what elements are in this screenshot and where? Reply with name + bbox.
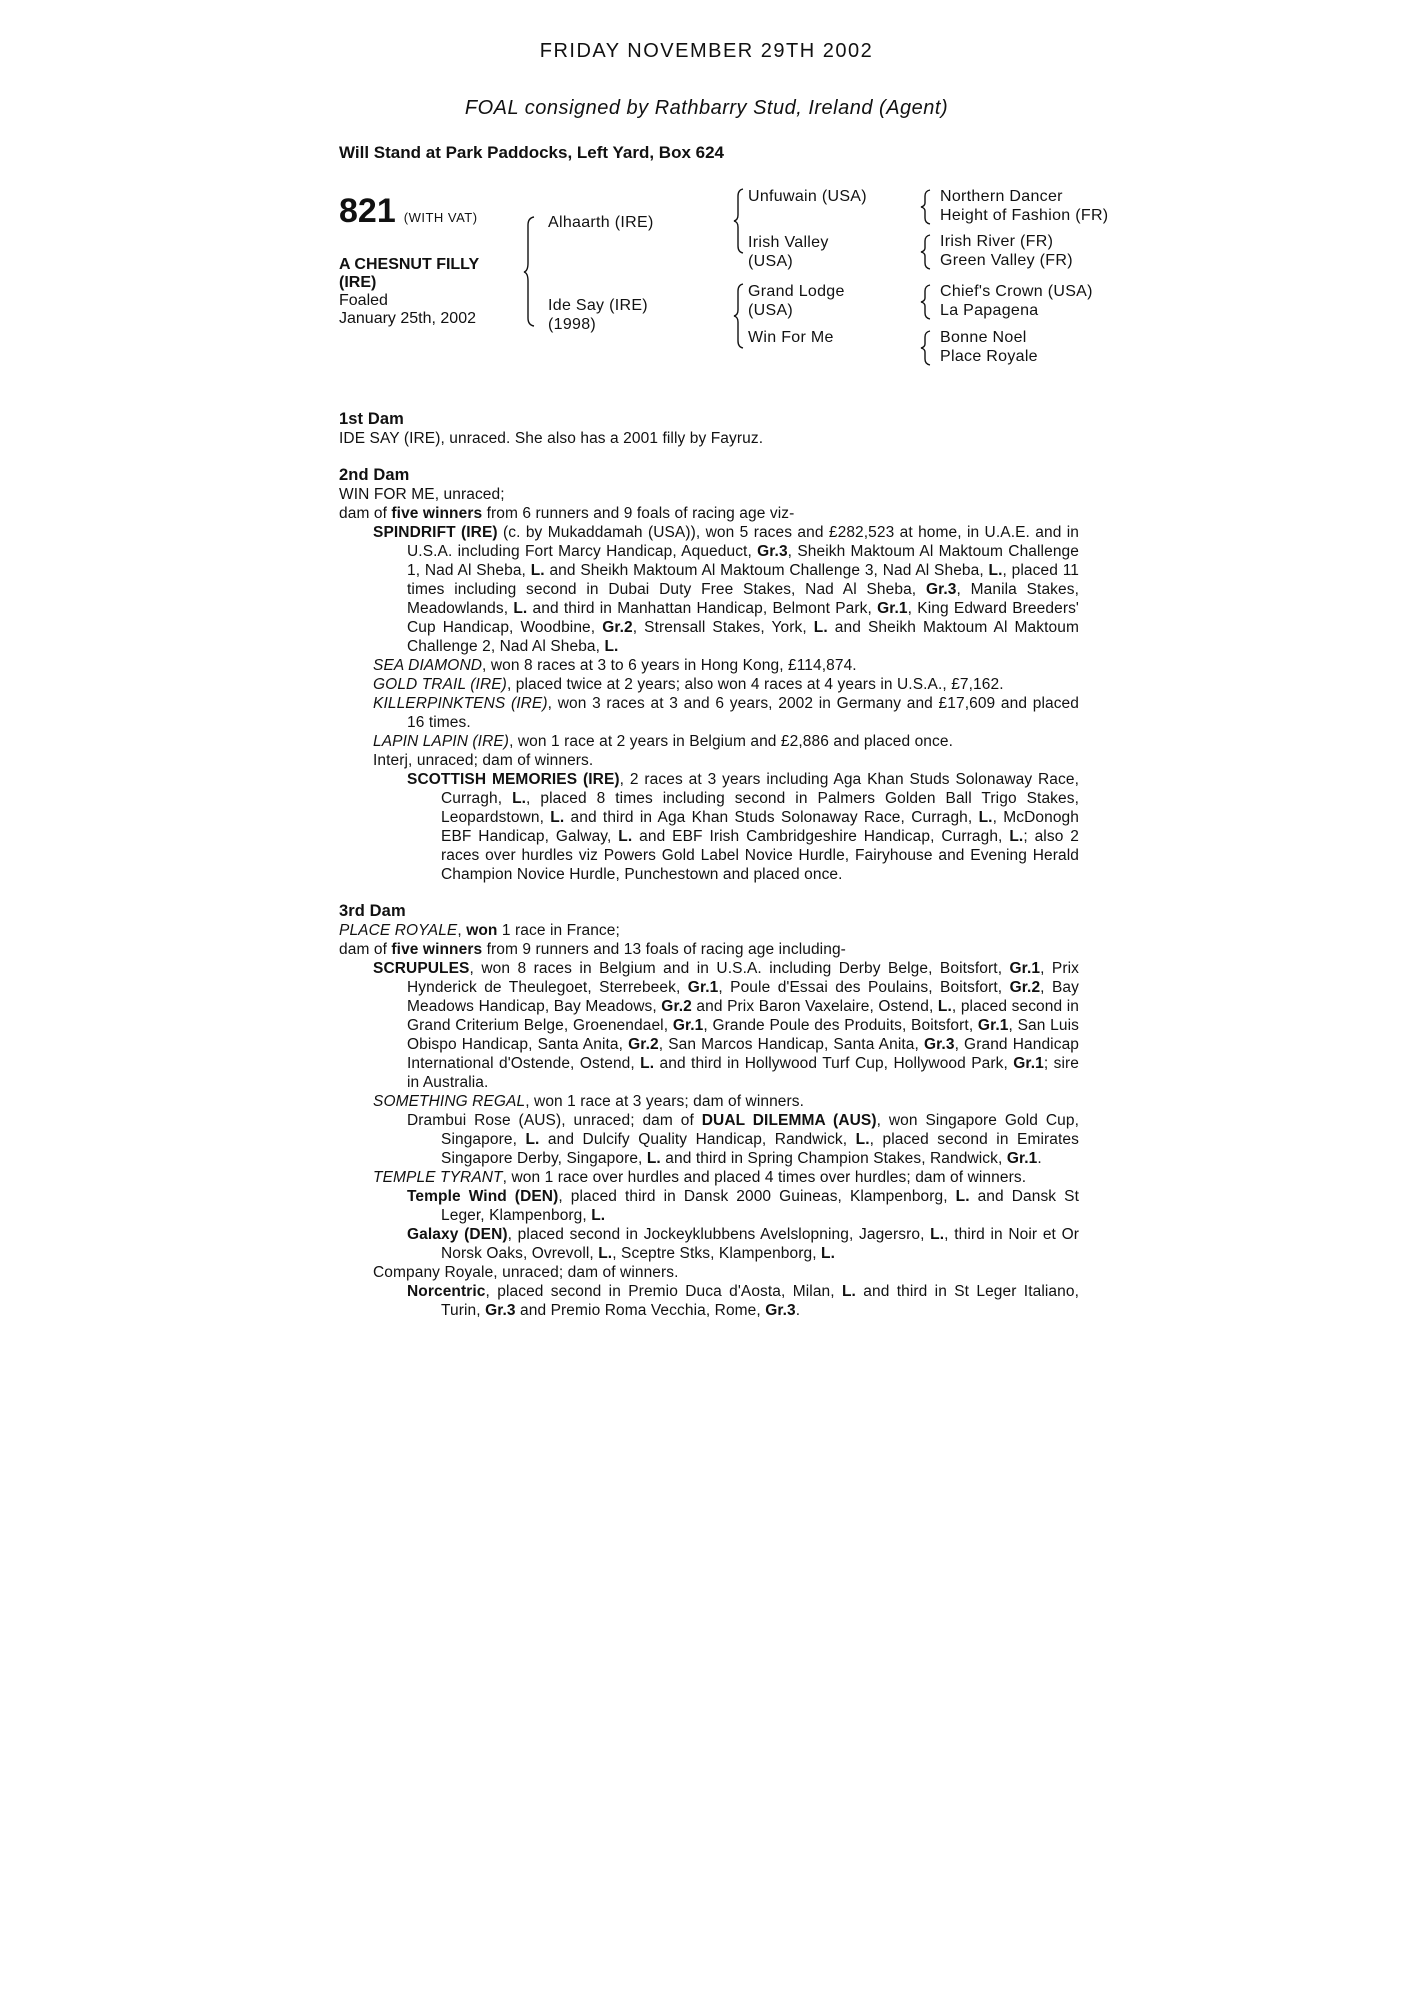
foaled-date: January 25th, 2002 — [339, 310, 476, 327]
pedigree-dam-line2: (1998) — [548, 316, 597, 333]
pedigree-ssd: Height of Fashion (FR) — [940, 207, 1109, 224]
pedigree-dds: Bonne Noel — [940, 329, 1027, 346]
pedigree-sdd: Green Valley (FR) — [940, 252, 1073, 269]
third-dam-dam-of: dam of five winners from 9 runners and 13 foals of racing age including- — [339, 941, 846, 958]
pedigree-bracket-sd — [920, 234, 934, 270]
entry-something-regal: SOMETHING REGAL, won 1 race at 3 years; dam of winners. — [373, 1093, 805, 1110]
second-dam-heading: 2nd Dam — [339, 466, 410, 484]
pedigree-sire-sire: Unfuwain (USA) — [748, 188, 867, 205]
pedigree-sire: Alhaarth (IRE) — [548, 214, 654, 231]
pedigree-dam-sire — [748, 282, 845, 320]
pedigree-bracket-dam — [733, 282, 749, 350]
horse-description — [339, 256, 524, 328]
first-dam-heading: 1st Dam — [339, 410, 404, 428]
pedigree-ds-pair — [940, 282, 1093, 320]
lot-number-block — [339, 192, 478, 231]
pedigree-dam-line1: Ide Say (IRE) — [548, 297, 648, 314]
entry-sea-diamond: SEA DIAMOND, won 8 races at 3 to 6 years in Hong Kong, £114,874. — [373, 657, 857, 674]
entry-temple-tyrant: TEMPLE TYRANT, won 1 race over hurdles and placed 4 times over hurdles; dam of winners. — [373, 1169, 1027, 1186]
foaled-label: Foaled — [339, 292, 388, 309]
entry-scrupules: SCRUPULES, won 8 races in Belgium and in U.S.A. including Derby Belge, Boitsfort, Gr.1, Prix Hynderick de Theulegoet, Sterrebeek, Gr.1, Poule d'Essai des Poulains, Boitsfort, Gr.2, Bay Meadows Handicap, Bay Meadows, Gr.2 and Prix Baron Vaxelaire, Ostend, L., placed second in Grand Criterium Belge, Groenendael, Gr.1, Grande Poule des Produits, Boitsfort, Gr.1, San Luis Obispo Handicap, Santa Anita, Gr.2, San Marcos Handicap, Santa Anita, Gr.3, Grand Handicap International d'Ostende, Ostend, L. and third in Hollywood Turf Cup, Hollywood Park, Gr.1; sire in Australia. — [373, 960, 1080, 1091]
sale-date: FRIDAY NOVEMBER 29TH 2002 — [539, 40, 874, 62]
horse-name-line2: (IRE) — [339, 274, 377, 291]
pedigree-dss: Chief's Crown (USA) — [940, 283, 1093, 300]
entry-scottish-memories: SCOTTISH MEMORIES (IRE), 2 races at 3 years including Aga Khan Studs Solonaway Race, Curragh, L., placed 8 times including second in Palmers Golden Ball Trigo Stakes, Leopardstown, L. and third in Aga Khan Studs Solonaway Race, Curragh, L., McDonogh EBF Handicap, Galway, L. and EBF Irish Cambridgeshire Handicap, Curragh, L.; also 2 races over hurdles viz Powers Gold Label Novice Hurdle, Fairyhouse and Evening Herald Champion Novice Hurdle, Punchestown and placed once. — [407, 771, 1080, 883]
entry-interj: Interj, unraced; dam of winners. — [373, 752, 594, 769]
pedigree-bracket-dd — [920, 330, 934, 366]
pedigree-dam-sire-line1: Grand Lodge — [748, 283, 845, 300]
pedigree-bracket-main — [524, 215, 544, 330]
entry-lapin-lapin: LAPIN LAPIN (IRE), won 1 race at 2 years in Belgium and £2,886 and placed once. — [373, 733, 954, 750]
lot-number: 821 — [339, 192, 396, 230]
consignor-line: FOAL consigned by Rathbarry Stud, Ireland (Agent) — [464, 97, 949, 119]
entry-drambui-rose: Drambui Rose (AUS), unraced; dam of DUAL DILEMMA (AUS), won Singapore Gold Cup, Singapore, L. and Dulcify Quality Handicap, Randwick, L., placed second in Emirates Singapore Derby, Singapore, L. and third in Spring Champion Stakes, Randwick, Gr.1. — [407, 1112, 1080, 1167]
entry-spindrift: SPINDRIFT (IRE) (c. by Mukaddamah (USA)), won 5 races and £282,523 at home, in U.A.E. and in U.S.A. including Fort Marcy Handicap, Aqueduct, Gr.3, Sheikh Maktoum Al Maktoum Challenge 1, Nad Al Sheba, L. and Sheikh Maktoum Al Maktoum Challenge 3, Nad Al Sheba, L., placed 11 times including second in Dubai Duty Free Stakes, Nad Al Sheba, Gr.3, Manila Stakes, Meadowlands, L. and third in Manhattan Handicap, Belmont Park, Gr.1, King Edward Breeders' Cup Handicap, Woodbine, Gr.2, Strensall Stakes, York, L. and Sheikh Maktoum Al Maktoum Challenge 2, Nad Al Sheba, L. — [373, 524, 1080, 655]
entry-gold-trail: GOLD TRAIL (IRE), placed twice at 2 years; also won 4 races at 4 years in U.S.A., £7,162. — [373, 676, 1004, 693]
pedigree-dam — [548, 296, 648, 334]
vat-label: (WITH VAT) — [403, 210, 478, 225]
first-dam-text: IDE SAY (IRE), unraced. She also has a 2001 filly by Fayruz. — [339, 430, 764, 447]
pedigree-sss: Northern Dancer — [940, 188, 1063, 205]
pedigree-sire-dam-line1: Irish Valley — [748, 234, 829, 251]
third-dam-line1: PLACE ROYALE, won 1 race in France; — [339, 922, 620, 939]
produce-record — [339, 410, 1079, 1320]
pedigree-bracket-sire — [733, 187, 749, 255]
entry-galaxy: Galaxy (DEN), placed second in Jockeyklubbens Avelslopning, Jagersro, L., third in Noir et Or Norsk Oaks, Ovrevoll, L., Sceptre Stks, Klampenborg, L. — [407, 1226, 1080, 1262]
pedigree-bracket-ds — [920, 284, 934, 320]
second-dam-line1: WIN FOR ME, unraced; — [339, 486, 505, 503]
pedigree-sire-dam — [748, 233, 829, 271]
pedigree-dam-sire-line2: (USA) — [748, 302, 794, 319]
horse-name-line1: A CHESNUT FILLY — [339, 256, 480, 273]
pedigree-ss-pair — [940, 187, 1108, 225]
entry-company-royale: Company Royale, unraced; dam of winners. — [373, 1264, 679, 1281]
pedigree-dd-pair — [940, 328, 1038, 366]
pedigree-sds: Irish River (FR) — [940, 233, 1054, 250]
entry-norcentric: Norcentric, placed second in Premio Duca d'Aosta, Milan, L. and third in St Leger Italiano, Turin, Gr.3 and Premio Roma Vecchia, Rome, Gr.3. — [407, 1283, 1079, 1319]
pedigree-ddd: Place Royale — [940, 348, 1038, 365]
entry-temple-wind: Temple Wind (DEN), placed third in Dansk 2000 Guineas, Klampenborg, L. and Dansk St Leger, Klampenborg, L. — [407, 1188, 1079, 1224]
entry-killerpinktens: KILLERPINKTENS (IRE), won 3 races at 3 and 6 years, 2002 in Germany and £17,609 and placed 16 times. — [373, 695, 1079, 731]
pedigree-dam-dam: Win For Me — [748, 329, 834, 346]
pedigree-dsd: La Papagena — [940, 302, 1039, 319]
pedigree-sd-pair — [940, 232, 1073, 270]
stand-location: Will Stand at Park Paddocks, Left Yard, Box 624 — [339, 143, 724, 162]
pedigree-bracket-ss — [920, 189, 934, 225]
third-dam-heading: 3rd Dam — [339, 902, 406, 920]
pedigree-sire-dam-line2: (USA) — [748, 253, 794, 270]
second-dam-dam-of: dam of five winners from 6 runners and 9 foals of racing age viz- — [339, 505, 795, 522]
